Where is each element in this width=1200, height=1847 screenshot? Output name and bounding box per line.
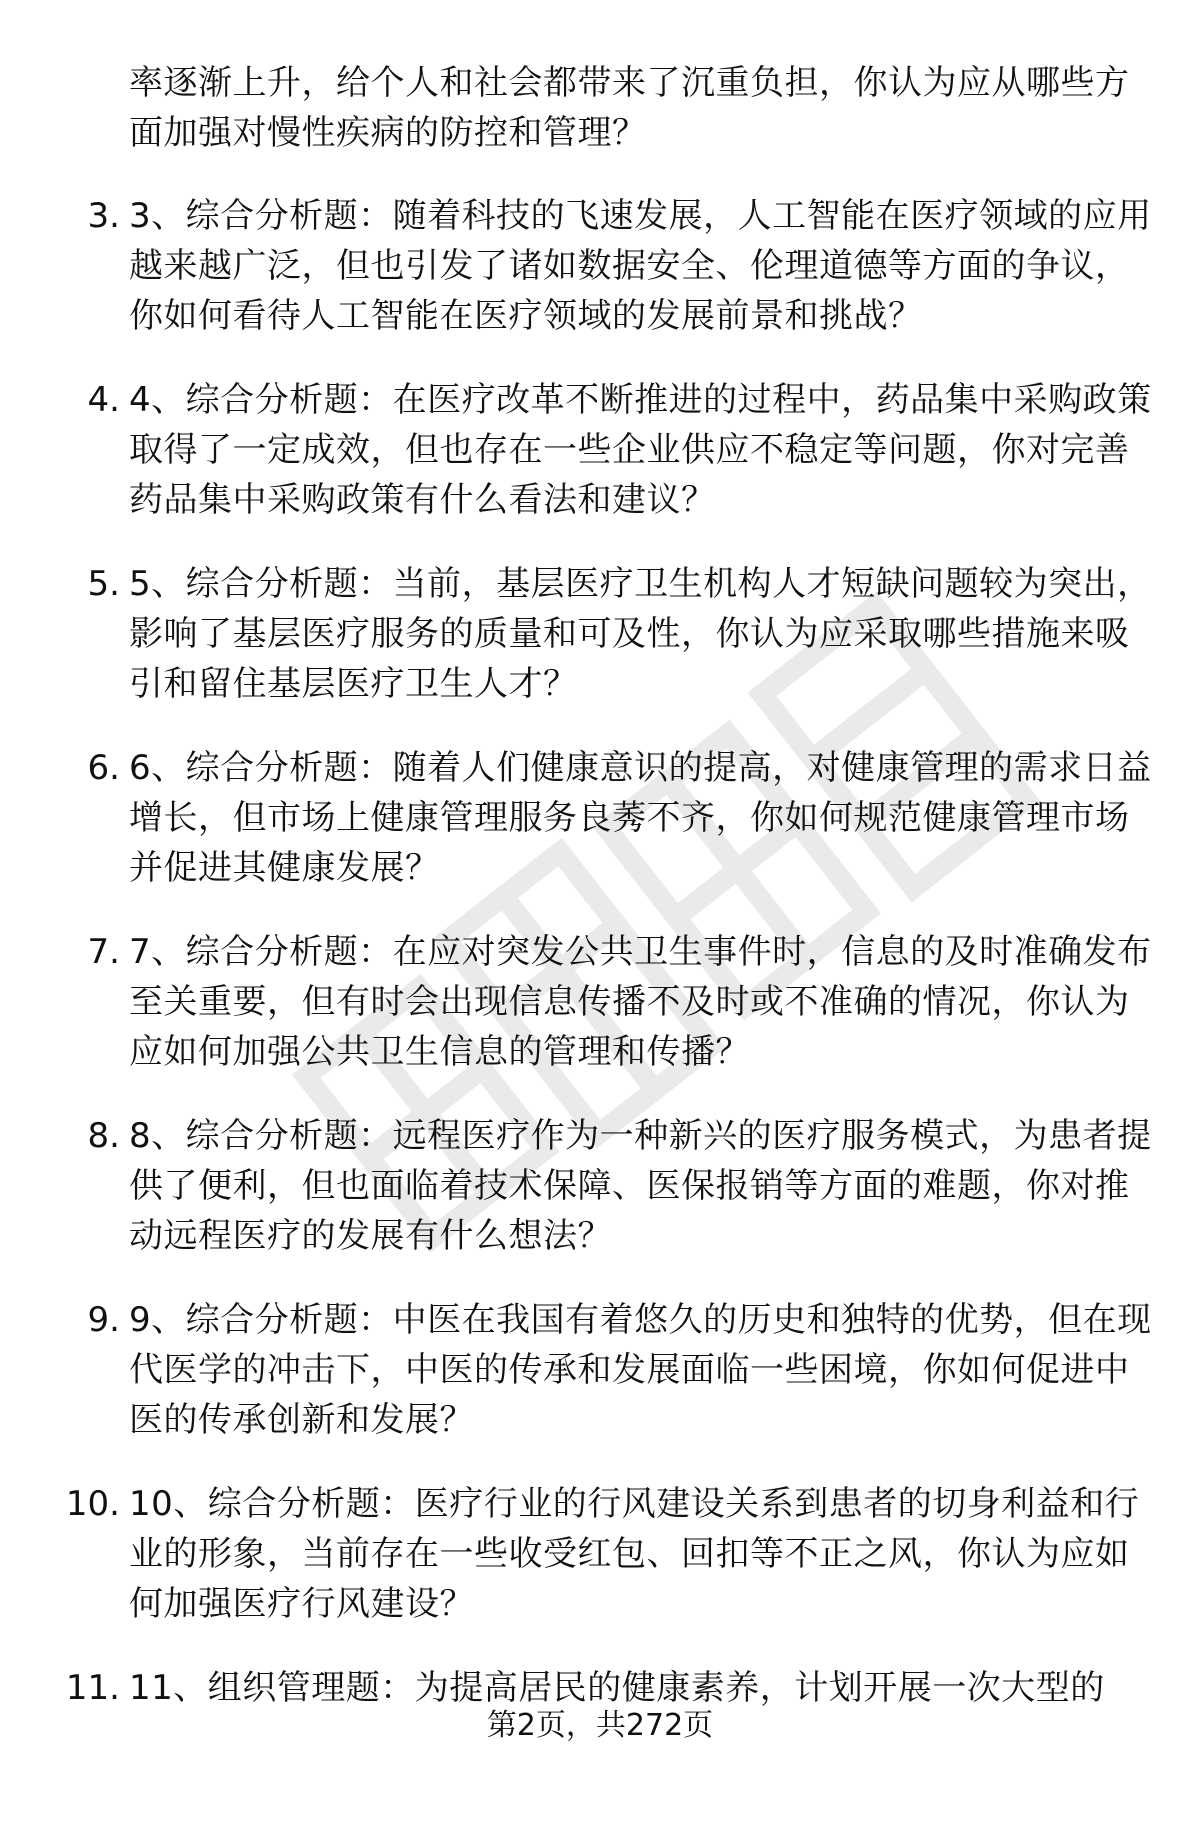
list-item	[0, 743, 1200, 927]
question-number: 7.	[87, 932, 120, 972]
question-number: 5.	[87, 564, 120, 604]
list-item	[0, 1295, 1200, 1479]
list-item	[0, 927, 1200, 1111]
question-number: 10.	[65, 1484, 120, 1524]
list-item	[0, 559, 1200, 743]
question-number: 11.	[65, 1668, 120, 1708]
list-item	[0, 375, 1200, 559]
question-text: 7、综合分析题：在应对突发公共卫生事件时，信息的及时准确发布至关重要，但有时会出现信息传播不及时或不准确的情况，你认为应如何加强公共卫生信息的管理和传播？	[129, 932, 1152, 1072]
continued-question-text: 率逐渐上升，给个人和社会都带来了沉重负担，你认为应从哪些方面加强对慢性疾病的防控和管理？	[129, 63, 1130, 153]
question-text: 11、组织管理题：为提高居民的健康素养，计划开展一次大型的	[129, 1668, 1105, 1708]
question-number: 4.	[87, 380, 120, 420]
question-text: 6、综合分析题：随着人们健康意识的提高，对健康管理的需求日益增长，但市场上健康管理服务良莠不齐，你如何规范健康管理市场并促进其健康发展？	[129, 748, 1152, 888]
question-text: 3、综合分析题：随着科技的飞速发展，人工智能在医疗领域的应用越来越广泛，但也引发了诸如数据安全、伦理道德等方面的争议，你如何看待人工智能在医疗领域的发展前景和挑战？	[129, 196, 1152, 336]
question-text: 5、综合分析题：当前，基层医疗卫生机构人才短缺问题较为突出，影响了基层医疗服务的质量和可及性，你认为应采取哪些措施来吸引和留住基层医疗卫生人才？	[129, 564, 1152, 704]
question-text: 10、综合分析题：医疗行业的行风建设关系到患者的切身利益和行业的形象，当前存在一些收受红包、回扣等不正之风，你认为应如何加强医疗行风建设？	[129, 1484, 1140, 1624]
question-number: 8.	[87, 1116, 120, 1156]
question-list	[0, 191, 1200, 1847]
question-text: 9、综合分析题：中医在我国有着悠久的历史和独特的优势，但在现代医学的冲击下，中医的传承和发展面临一些困境，你如何促进中医的传承创新和发展？	[129, 1300, 1152, 1440]
list-item	[0, 1479, 1200, 1663]
question-text: 4、综合分析题：在医疗改革不断推进的过程中，药品集中采购政策取得了一定成效，但也存在一些企业供应不稳定等问题，你对完善药品集中采购政策有什么看法和建议？	[129, 380, 1152, 520]
question-number: 6.	[87, 748, 120, 788]
question-number: 9.	[87, 1300, 120, 1340]
page-number-footer: 第2页，共272页	[486, 1708, 714, 1743]
list-item	[0, 1663, 1200, 1847]
list-item	[0, 1111, 1200, 1295]
question-number: 3.	[87, 196, 120, 236]
question-text: 8、综合分析题：远程医疗作为一种新兴的医疗服务模式，为患者提供了便利，但也面临着技术保障、医保报销等方面的难题，你对推动远程医疗的发展有什么想法？	[129, 1116, 1152, 1256]
list-item	[0, 191, 1200, 375]
